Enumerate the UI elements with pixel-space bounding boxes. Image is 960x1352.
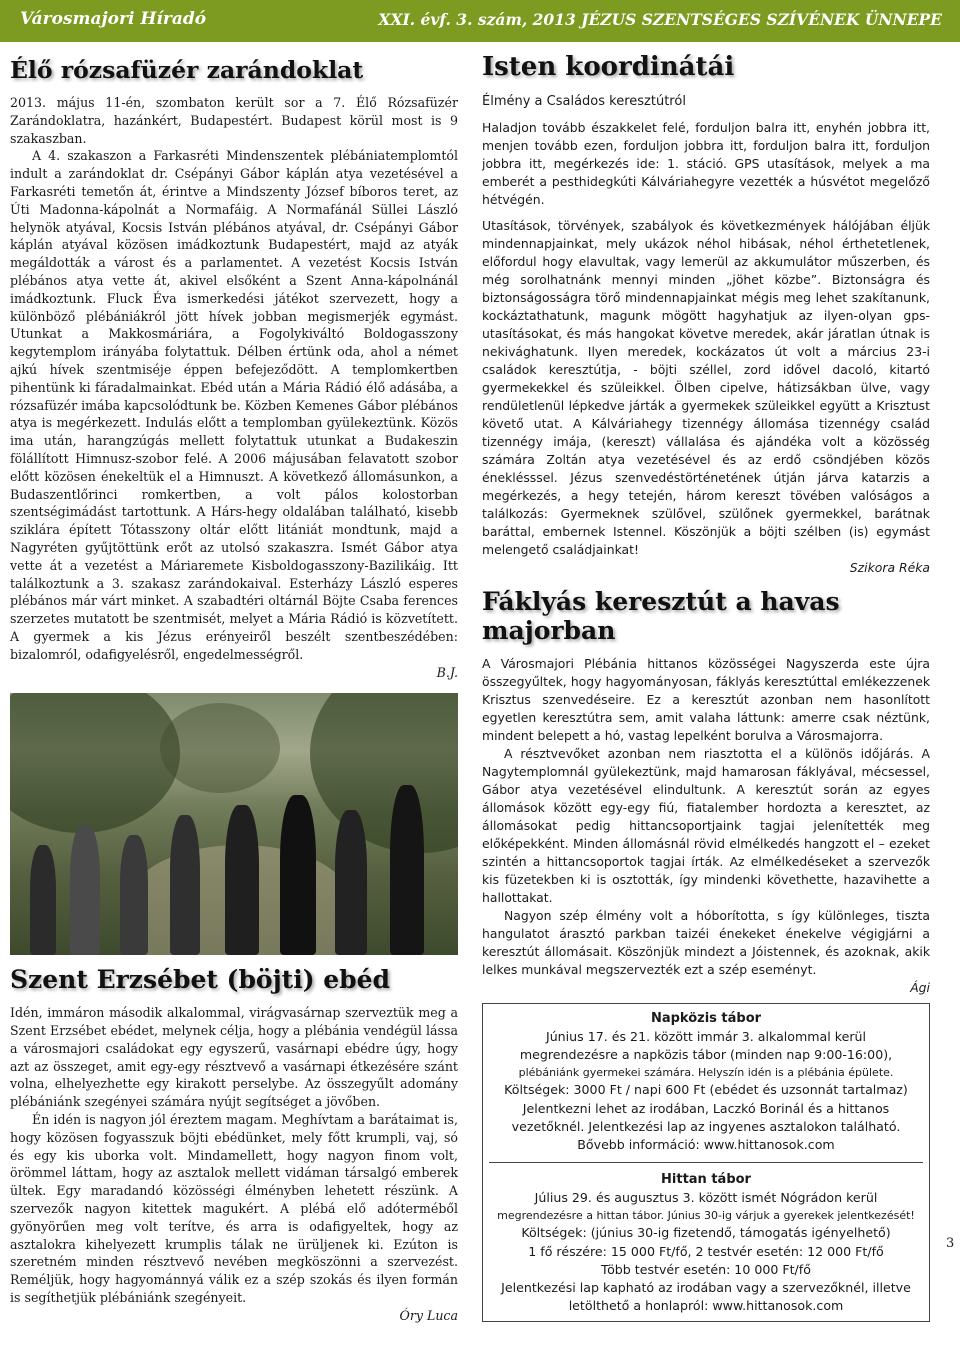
announcement-boxes — [482, 1003, 930, 1322]
napkozis-tabor-box — [489, 1010, 923, 1154]
page-number: 3 — [946, 1236, 955, 1251]
article-paragraph: Haladjon tovább északkelet felé, forduljon balra itt, enyhén jobbra itt, menjen tovább ezen, forduljon jobbra itt, forduljon balra itt, forduljon jobbra itt, megérkezés ide: 1. stáció. GPS utasítások, melyek a ma emberét a pesthidegkúti Kálváriahegyre vezették a húsvétot megelőző hétvégén. — [482, 120, 930, 207]
box-title: Napközis tábor — [650, 1011, 762, 1026]
right-column — [482, 52, 930, 1322]
article-paragraph: A Városmajori Plébánia hittanos közösségei Nagyszerda este újra összegyűltek, hogy hagyományosan, fáklyás keresztúttal emlékezzenek Krisztus szenvedéseire. Ez a keresztút azonban nem hasonlított egyetlen keresztútra sem, amit valaha láttunk: amerre csak néztünk, mindent belepett a hó, vastag lepelként borulva a Városmajorra. — [482, 656, 930, 743]
box-line: vezetőknél. Jelentkezési lap az ingyenes asztalokon található. — [511, 1118, 901, 1134]
article-title-erzsebet: Szent Erzsébet (böjti) ebéd — [10, 965, 391, 995]
box-line: Több testvér esetén: 10 000 Ft/fő — [601, 1261, 811, 1277]
box-title: Hittan tábor — [661, 1172, 751, 1188]
box-line: Jelentkezni lehet az irodában, Laczkó Borinál és a hittanos — [522, 1100, 890, 1116]
article-title-isten: Isten koordinátái — [482, 52, 735, 82]
box-line: Június 17. és 21. között immár 3. alkalommal kerül — [545, 1029, 866, 1044]
article-paragraph: Én idén is nagyon jól éreztem magam. Meghívtam a barátaimat is, hogy közösen fogyasszuk böjti ebédünket, mely főtt krumpli, vaj, só és egy kis uborka volt. Mindamellett, hogy nagyon finom volt, örömmel láttam, hogy az asztalok mellett vidáman társalgó emberek ültek. Egy maradandó közösségi élményben lehetett részünk. A szervezők nagyon kitettek magukért. A plébá elő adóterméből gyönyörűen meg volt terítve, és arra is odafigyeltek, hogy az asztalokra kihelyezett krumplis tálak ne ürüljenek ki. Ezúton is szeretném minden résztvevő nevében megköszönni a szervezést. Reméljük, hogy hagyománnyá válik ez a szép szokás és ilyen formán is segíthetjük plébániánk szegényeit. — [10, 1112, 458, 1306]
article-title-rozsafuzer: Élő rózsafüzér zarándoklat — [10, 56, 364, 84]
article-paragraph: Nagyon szép élmény volt a hóborította, s így különleges, tiszta hangulatot árasztó parkban taizéi énekeket énekelve végigjárni a keresztút állomásait. Köszönjük mindezt a Jóistennek, és azoknak, akik lelkes munkával megszervezték ezt a szép eseményt. — [482, 908, 930, 977]
article-title-faklyas: Fáklyás keresztút a havas majorban — [482, 587, 840, 645]
left-column — [10, 52, 458, 1325]
article-paragraph: Utasítások, törvények, szabályok és következmények hálójában éljük mindennapjainkat, mely ukázok néhol hibásak, néhol érthetetlenek, előfordul hogy elavultak, vagy lemerül az akkumulátor műszerben, és még sorolhatnánk mennyi minden „jöhet közbe”. Biztonságra és biztonságosságra törő mindennapjainkat mégis meg lehet szakítanunk, kockáztathatunk, magunk mögött hagyhatjuk az ilyen-olyan gps-utasításokat, és más hangokat követve meredek, akár járatlan útnak is nekivághatunk. Ilyen meredek, kockázatos út volt a március 23-i családok keresztútja, - böjti széllel, zord idővel dacoló, kitartó gyermekekkel és szüleikkel. Ölben cipelve, hátizsákban ülve, vagy rendületlenül lépkedve járták a gyermekek szüleikkel együtt a Krisztust követő utat. A Kálváriahegy tizennégy állomása tizennégy család tizennégy imája, (kereszt) vállalása és ajándéka volt a közösség számára Zoltán atya vezetésével és az erdő csöndjében közös éneklésssel. Jézus szenvedéstörténetének útján járva katarzis a megérkezés, a hegy tetején, három kereszt tövében valóságos a találkozás: Gyermeknek szülővel, szülőnek gyermekkel, barátnak baráttal, embernek Istennel. Köszönjük a böjti szélben (is) egymást melengető családjainkat! — [482, 218, 930, 557]
box-line: megrendezésre a napközis tábor (minden nap 9:00-16:00), — [519, 1047, 893, 1063]
article-signature: B.J. — [436, 664, 458, 680]
box-line: Július 29. és augusztus 3. között ismét Nógrádon kerül — [534, 1190, 878, 1206]
box-line: Költségek: 3000 Ft / napi 600 Ft (ebédet és uzsonnát tartalmaz) — [504, 1082, 908, 1098]
pilgrimage-photo — [10, 693, 458, 955]
hittan-tabor-box — [489, 1162, 923, 1315]
newsletter-name: Városmajori Híradó — [20, 9, 207, 29]
article-paragraph: A 4. szakaszon a Farkasréti Mindenszentek plébániatemplomtól indult a zarándoklat dr. Csépányi Gábor káplán atya vezetésével a Farkasréti temetőn át, érintve a Mindszenty József bíboros teret, az Úti Madonna-kápolnát a Normafáig. A Normafánál Süllei László helynök atyával, Kocsis István plébános atyával, dr. Csépányi Gábor káplán atyával közösen imádkoztunk Budapestért, majd az atyák megáldották a várost és a parlamentet. A vezetést Kocsis István plébános atya vette át, akivel elsőként a Szent Anna-kápolnánál imádkoztunk. Fluck Éva ismerkedési játékot szervezett, hogy a különböző plébániákról jött hívek jobban megismerjék egymást. Utunkat a Makkosmáriára, a Fogolykiváltó Boldogasszony kegytemplom irányába folytattuk. Délben értünk oda, ahol a német ajkú hívek szentmiséje éppen befejeződött. A templomkertben pihentünk ki fáradalmainkat. Ebéd után a Mária Rádió élő adásába, a rózsafüzér imába kapcsolódtunk be. Közben Kemenes Gábor plébános atya is megérkezett. Indulás előtt a templomban gyülekeztünk. Közös ima után, harangzúgás mellett folytattuk utunkat a Budakeszin fölállított Himnusz-szobor felé. A 2006 májusában felavatott szobor előtt közösen énekeltük el a Himnuszt. A következő állomásunkon, a Budaszentlőrinci romkertben, a volt pálos kolostorban szentségimádást tartottunk. A Hárs-hegy oldalában található, kisebb sziklára épített Tótasszony oltár előtt litániát mondtunk, majd a Nagyréten gyűjtöttünk erőt az utolsó szakaszra. Ismét Gábor atya vette át a vezetést a Máriaremete Kisboldogasszony-Bazilikáig. Itt találkoztunk a 3. szakasz zarándokaival. Esterházy László esperes plébános már várt minket. A szabadtéri oltárnál Böjte Csaba ferences szerzetes mutatott be szentmisét, melyet a Mária Rádió is közvetített. A gyermek a kis Jézus erényeiről beszélt szentbeszédében: bizalomról, odafigyelésről, engedelmességről. — [10, 148, 458, 662]
box-line: 1 fő részére: 15 000 Ft/fő, 2 testvér esetén: 12 000 Ft/fő — [528, 1243, 884, 1259]
box-line: megrendezésre a hittan tábor. Június 30-ig várjuk a gyerekek jelentkezését! — [497, 1209, 915, 1223]
box-line: Bővebb információ: www.hittanosok.com — [577, 1137, 835, 1153]
article-signature: Óry Luca — [399, 1307, 458, 1323]
article-signature: Ági — [910, 980, 930, 995]
article-signature: Szikora Réka — [849, 560, 930, 575]
box-line: plébániánk gyermekei számára. Helyszín idén is a plébánia épülete. — [518, 1066, 894, 1080]
article-paragraph: 2013. május 11-én, szombaton került sor a 7. Élő Rózsafüzér Zarándoklatra, hazánkért, Budapestért. Budapest körül most is 9 szakaszban. — [10, 95, 458, 146]
box-line: Jelentkezési lap kapható az irodában vagy a szervezőknél, illetve — [501, 1280, 911, 1296]
issue-info: XXI. évf. 3. szám, 2013 JÉZUS SZENTSÉGES SZÍVÉNEK ÜNNEPE — [378, 10, 942, 29]
box-line: Költségek: (június 30-ig fizetendő, támogatás igényelhető) — [521, 1225, 891, 1241]
article-paragraph: Idén, immáron második alkalommal, virágvasárnap szerveztük meg a Szent Erzsébet ebédet, melynek célja, hogy a plébánia vendégül lássa a városmajori családokat egy egyszerű, vasárnapi ebédre úgy, hogy azt az összeget, amit egy-egy résztvevő a vasárnapi étkezésére szánt volna, elhelyezhette egy kirakott perselybe. Az összegyűlt adomány plébániánk szegényei számára nyújt segítséget a jövőben. — [10, 1005, 458, 1110]
box-line: letölthető a honlapról: www.hittanosok.com — [568, 1298, 844, 1314]
article-paragraph: A résztvevőket azonban nem riasztotta el a különös időjárás. A Nagytemplomnál gyülekeztünk, majd hamarosan fáklyával, mécsessel, Gábor atya vezetésével elindultunk. A keresztút során az egyes állomások között egy-egy fiú, fiatalember hordozta a keresztet, az állomásokat pedig hittancsoportjaink tagjai jelenítették meg előképekként. Minden állomásnál rövid elmélkedés hangzott el – ezeket szintén a hittancsoportok tagjai írták. Az elmélkedéseket a szervezők kis füzetekben ki is osztották, így mindenki követhette, hazavihette a hallottakat. — [482, 746, 930, 905]
article-subtitle: Élmény a Családos keresztútról — [482, 94, 686, 109]
page-header — [0, 0, 960, 42]
